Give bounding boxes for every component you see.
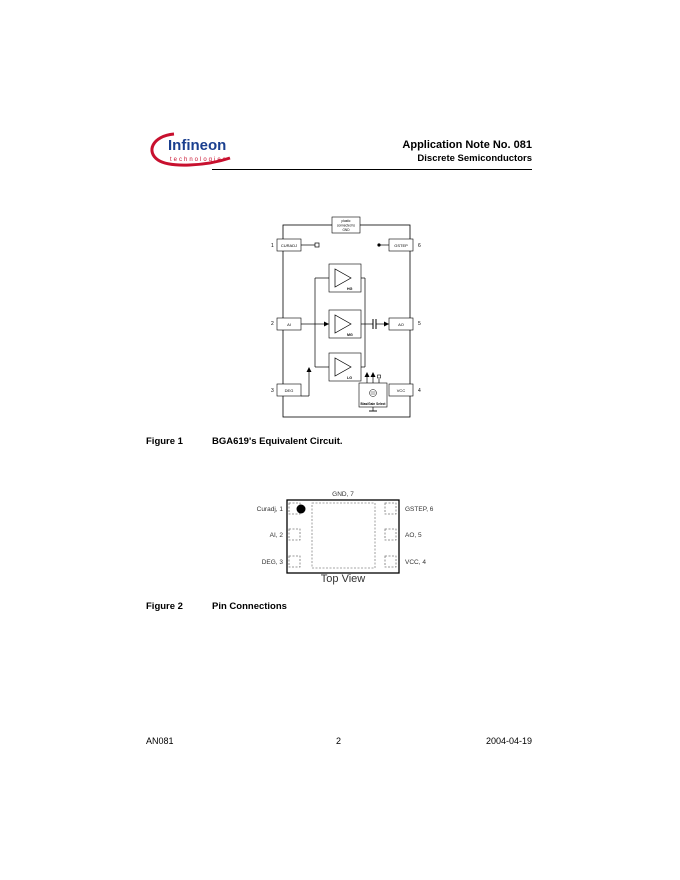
pin-num-1: 1	[271, 243, 274, 249]
pin-pad-3	[289, 556, 300, 567]
footer-doc-id: AN081	[146, 736, 174, 746]
pin-num-6: 6	[418, 243, 421, 249]
pin-label-ao: AO, 5	[405, 532, 422, 539]
pin-pad-5	[385, 529, 396, 540]
amp-label-lg: LG	[347, 376, 352, 380]
page-title: Application Note No. 081	[402, 139, 532, 151]
footer-page-number: 2	[336, 736, 342, 746]
center-pad	[312, 503, 375, 568]
bias-gain-label: Bias/Gain Select	[360, 402, 386, 406]
pin-num-5: 5	[418, 321, 421, 327]
pin-name-curadj: CURADJ	[280, 243, 298, 248]
pin-pad-4	[385, 556, 396, 567]
pin-connections-diagram	[255, 488, 440, 588]
plastic-label-2: connected to	[336, 223, 356, 228]
pin-name-ao: AO	[398, 322, 404, 327]
plastic-label-3: GND	[342, 228, 350, 232]
figure1-label: Figure 1	[146, 436, 183, 447]
amp-lg	[329, 353, 361, 381]
logo-subtext: technologies	[170, 157, 228, 163]
pin-num-3: 3	[271, 388, 274, 394]
infineon-logo	[146, 130, 236, 172]
pin-label-gstep: GSTEP, 6	[405, 506, 434, 513]
pin-num-2: 2	[271, 321, 274, 327]
gnd-pin-label: GND, 7	[332, 491, 354, 498]
amp-label-hg: HG	[347, 287, 353, 291]
pin-pad-6	[385, 503, 396, 514]
pin-name-deg: DEG	[284, 388, 294, 393]
pin-label-deg: DEG, 3	[261, 559, 283, 566]
pin-pad-2	[289, 529, 300, 540]
footer-date: 2004-04-19	[485, 736, 532, 746]
page-subtitle: Discrete Semiconductors	[417, 153, 532, 164]
equivalent-circuit-diagram	[265, 215, 425, 420]
plastic-label-1: plastic	[341, 219, 351, 223]
pin-label-ai: AI, 2	[269, 532, 283, 539]
pin-name-gstep: GSTEP	[394, 243, 408, 248]
amp-mg	[329, 310, 361, 338]
figure2-caption: Pin Connections	[212, 601, 287, 612]
pin-label-vcc: VCC, 4	[405, 559, 426, 566]
pin-label-curadj: Curadj, 1	[256, 506, 283, 513]
header-divider	[212, 169, 532, 170]
pin-num-4: 4	[418, 388, 421, 394]
logo-text: Infineon	[168, 137, 227, 154]
pin-name-ai: AI	[287, 322, 291, 327]
figure1-caption: BGA619's Equivalent Circuit.	[212, 436, 343, 447]
pin-name-vcc: VCC	[396, 388, 406, 393]
pin1-marker-dot	[297, 505, 306, 514]
top-view-label: Top View	[320, 573, 366, 585]
amp-label-mg: MG	[347, 333, 353, 337]
amp-hg	[329, 264, 361, 292]
figure2-label: Figure 2	[146, 601, 183, 612]
